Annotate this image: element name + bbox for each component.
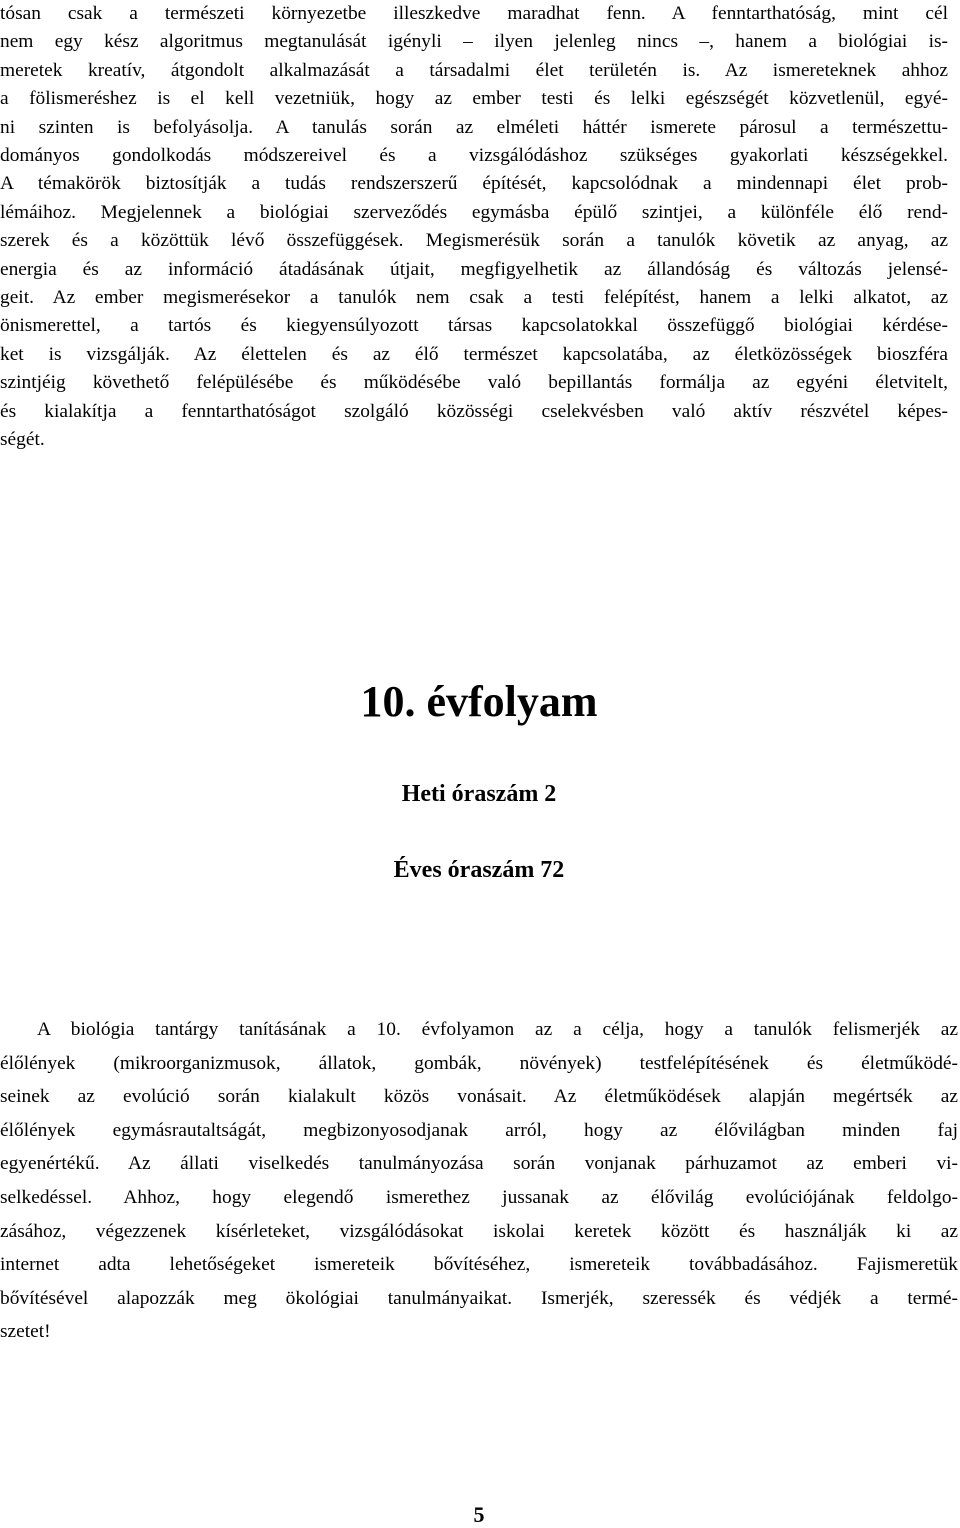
intro-line: meretek kreatív, átgondolt alkalmazását a társadalmi élet területén is. Az ismereteknek ahhoz [0,59,948,81]
intro-line: és kialakítja a fenntarthatóságot szolgáló közösségi cselekvésben való aktív részvétel képes- [0,400,948,422]
grade-line: egyenértékű. Az állati viselkedés tanulmányozása során vonjanak párhuzamot az emberi vi- [0,1153,958,1175]
intro-line: ket is vizsgálják. Az élettelen és az élő természet kapcsolatába, az életközösségek bioszféra [0,343,948,365]
grade-line: szetet! [0,1321,51,1343]
intro-line: szerek és a közöttük lévő összefüggések. Megismerésük során a tanulók követik az anyag, az [0,230,948,252]
grade-line: bővítésével alapozzák meg ökológiai tanulmányaikat. Ismerjék, szeressék és védjék a termé- [0,1287,958,1309]
intro-line: nem egy kész algoritmus megtanulását igényli – ilyen jelenleg nincs –, hanem a biológiai is- [0,31,948,53]
grade-line: élőlények (mikroorganizmusok, állatok, gombák, növények) testfelépítésének és életműködé- [0,1052,958,1074]
grade-paragraph [0,1013,958,1349]
intro-line: szintjéig követhető felépülésébe és működésébe való bepillantás formálja az egyéni életvitelt, [0,372,948,394]
intro-line: dományos gondolkodás módszereivel és a vizsgálódáshoz szükséges gyakorlati készségekkel. [0,145,948,167]
grade-line: élőlények egymásrautaltságát, megbizonyosodjanak arról, hogy az élővilágban minden faj [0,1119,958,1141]
intro-line: ségét. [0,429,45,451]
grade-line: A biológia tantárgy tanításának a 10. évfolyamon az a célja, hogy a tanulók felismerjék az [37,1019,958,1040]
weekly-hours-heading: Heti óraszám 2 [401,781,557,807]
grade-line: selkedéssel. Ahhoz, hogy elegendő ismerethez jussanak az élővilág evolúciójának feldolgo- [0,1186,958,1208]
grade-line: internet adta lehetőségeket ismereteik bővítéséhez, ismereteik továbbadásához. Fajismeretük [0,1254,958,1276]
intro-line: A témakörök biztosítják a tudás rendszerszerű építését, kapcsolódnak a mindennapi élet prob- [0,173,948,195]
intro-line: lémáihoz. Megjelennek a biológiai szerveződés egymásba épülő szintjei, a különféle élő rend- [0,201,948,223]
yearly-hours-heading: Éves óraszám 72 [393,857,565,883]
grade-line: zásához, végezzenek kísérleteket, vizsgálódásokat iskolai keretek között és használják ki az [0,1220,958,1242]
intro-line: energia és az információ átadásának útjait, megfigyelhetik az állandóság és változás jelensé- [0,258,948,280]
intro-line: önismerettel, a tartós és kiegyensúlyozott társas kapcsolatokkal összefüggő biológiai kérdése- [0,315,948,337]
grade-line: seinek az evolúció során kialakult közös vonásait. Az életműködések alapján megértsék az [0,1086,958,1108]
grade-heading: 10. évfolyam [360,677,598,726]
intro-line: geit. Az ember megismerésekor a tanulók nem csak a testi felépítést, hanem a lelki alkatot, az [0,287,948,309]
page-number: 5 [473,1502,485,1527]
intro-line: tósan csak a természeti környezetbe illeszkedve maradhat fenn. A fenntarthatóság, mint cél [0,3,948,24]
intro-line: a fölismeréshez is el kell vezetniük, hogy az ember testi és lelki egészségét közvetlenül, egyé- [0,88,948,110]
intro-line: ni szinten is befolyásolja. A tanulás során az elméleti háttér ismerete párosul a természettu- [0,116,948,138]
intro-paragraph [0,0,948,455]
